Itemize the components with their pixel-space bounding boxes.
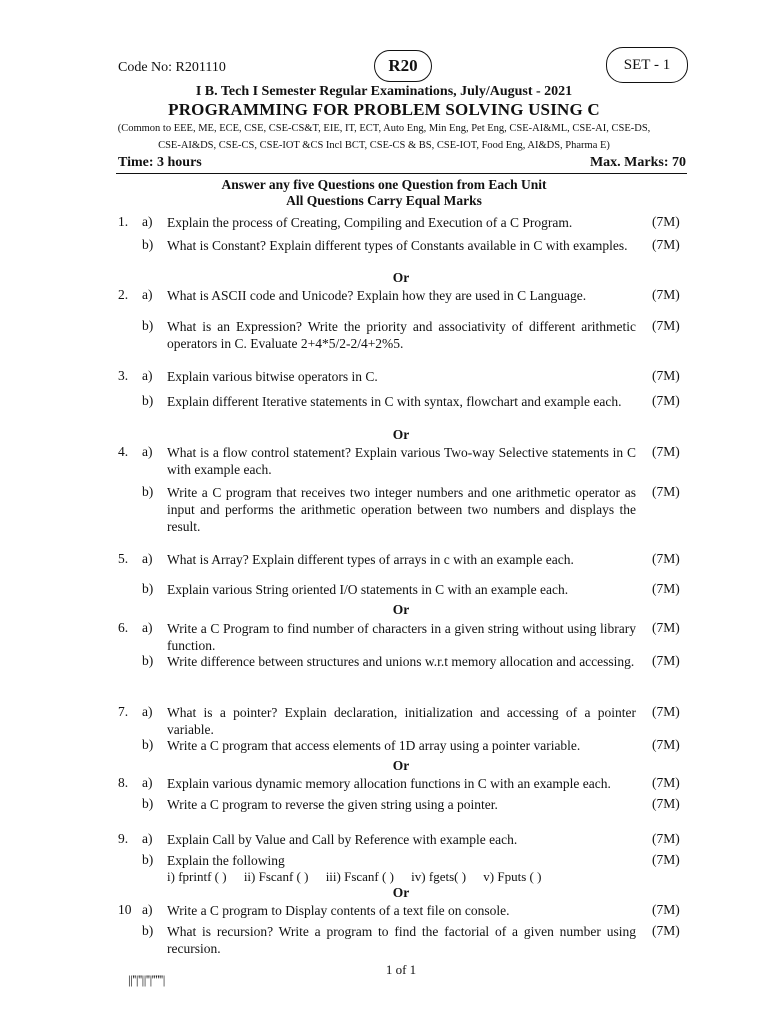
sub-options [167, 869, 555, 885]
marks-label: (7M) [652, 653, 680, 668]
marks-label: (7M) [652, 775, 680, 790]
marks-label: (7M) [652, 287, 680, 302]
question-text: What is a pointer? Explain declaration, initialization and accessing of a pointer variable. [167, 705, 636, 737]
marks-label: (7M) [652, 737, 680, 752]
marks-label: (7M) [652, 393, 680, 408]
regulation-badge: R20 [374, 50, 432, 82]
part-label: a) [142, 287, 153, 302]
question-text: Write difference between structures and unions w.r.t memory allocation and accessing. [167, 654, 635, 669]
barcode: ||''|''||''|''''''| [128, 972, 165, 987]
marks-label: (7M) [652, 484, 680, 499]
question-number: 1. [118, 214, 129, 229]
question-number: 3. [118, 368, 129, 383]
marks-label: (7M) [652, 796, 680, 811]
part-label: b) [142, 237, 154, 252]
or-separator: Or [392, 758, 410, 773]
marks-label: (7M) [652, 852, 680, 867]
marks-label: (7M) [652, 444, 680, 459]
part-label: b) [142, 393, 154, 408]
question-text: What is ASCII code and Unicode? Explain how they are used in C Language. [167, 288, 587, 303]
part-label: a) [142, 902, 153, 917]
question-text: Write a C Program to find number of characters in a given string without using library function. [167, 621, 636, 653]
question-text: Explain various String oriented I/O statements in C with an example each. [167, 582, 569, 597]
question-text: What is a flow control statement? Explain various Two-way Selective statements in C with example each. [167, 445, 636, 477]
sub-option: v) Fputs ( ) [483, 869, 542, 884]
sub-option: iv) fgets( ) [411, 869, 467, 884]
question-text: Explain various dynamic memory allocation functions in C with an example each. [167, 776, 611, 791]
part-label: a) [142, 831, 153, 846]
part-label: a) [142, 368, 153, 383]
header-divider [116, 173, 687, 174]
marks-label: (7M) [652, 902, 680, 917]
question-text: Explain the process of Creating, Compiling and Execution of a C Program. [167, 215, 573, 230]
sub-option: ii) Fscanf ( ) [243, 869, 309, 884]
marks-label: (7M) [652, 923, 680, 938]
instruction-line-1: Answer any five Questions one Question from Each Unit [221, 177, 547, 192]
page-number: 1 of 1 [385, 962, 417, 977]
part-label: b) [142, 653, 154, 668]
part-label: b) [142, 852, 154, 867]
marks-label: (7M) [652, 704, 680, 719]
part-label: a) [142, 704, 153, 719]
question-text: Write a C program that receives two integer numbers and one arithmetic operator as input and performs the arithmetic operation between two numbers and displays the result. [167, 485, 636, 534]
sub-option: iii) Fscanf ( ) [325, 869, 394, 884]
question-text: Explain Call by Value and Call by Reference with example each. [167, 832, 518, 847]
question-text: What is recursion? Write a program to find the factorial of a given number using recursion. [167, 924, 636, 956]
question-number: 9. [118, 831, 129, 846]
question-text: What is Constant? Explain different types of Constants available in C with examples. [167, 238, 628, 253]
or-separator: Or [392, 270, 410, 285]
part-label: b) [142, 581, 154, 596]
part-label: a) [142, 620, 153, 635]
marks-label: (7M) [652, 368, 680, 383]
subject-title: PROGRAMMING FOR PROBLEM SOLVING USING C [168, 100, 600, 119]
part-label: a) [142, 444, 153, 459]
marks-label: (7M) [652, 620, 680, 635]
question-text: What is an Expression? Write the priority and associativity of different arithmetic operators in C. Evaluate 2+4*5/2-2/4+2%5. [167, 319, 636, 351]
or-separator: Or [392, 602, 410, 617]
marks-label: (7M) [652, 214, 680, 229]
question-text: Write a C program to Display contents of a text file on console. [167, 903, 510, 918]
part-label: a) [142, 775, 153, 790]
question-text: Explain the following [167, 853, 285, 868]
question-text: Explain different Iterative statements in C with syntax, flowchart and example each. [167, 394, 622, 409]
marks-label: (7M) [652, 318, 680, 333]
exam-title: I B. Tech I Semester Regular Examinations, July/August - 2021 [195, 84, 573, 99]
question-number: 7. [118, 704, 129, 719]
question-text: Explain various bitwise operators in C. [167, 369, 378, 384]
part-label: b) [142, 318, 154, 333]
question-number: 8. [118, 775, 129, 790]
question-number: 10 [118, 902, 132, 917]
question-number: 6. [118, 620, 129, 635]
branches-line-1: (Common to EEE, ME, ECE, CSE, CSE-CS&T, EIE, IT, ECT, Auto Eng, Min Eng, Pet Eng, CSE-AI&ML, CSE-AI, CSE-DS, [117, 123, 651, 134]
question-number: 2. [118, 287, 129, 302]
question-number: 5. [118, 551, 129, 566]
part-label: b) [142, 484, 154, 499]
code-number: Code No: R201110 [118, 60, 226, 75]
or-separator: Or [392, 427, 410, 442]
marks-label: (7M) [652, 237, 680, 252]
part-label: b) [142, 923, 154, 938]
question-text: Write a C program that access elements of 1D array using a pointer variable. [167, 738, 581, 753]
question-number: 4. [118, 444, 129, 459]
time-label: Time: 3 hours [118, 155, 202, 170]
or-separator: Or [392, 885, 410, 900]
max-marks-label: Max. Marks: 70 [589, 155, 686, 170]
set-badge: SET - 1 [606, 47, 688, 83]
branches-line-2: CSE-AI&DS, CSE-CS, CSE-IOT &CS Incl BCT, CSE-CS & BS, CSE-IOT, Food Eng, AI&DS, Pharma E) [158, 140, 610, 151]
part-label: b) [142, 737, 154, 752]
sub-option: i) fprintf ( ) [167, 869, 227, 884]
marks-label: (7M) [652, 831, 680, 846]
part-label: b) [142, 796, 154, 811]
question-text: What is Array? Explain different types of arrays in c with an example each. [167, 552, 574, 567]
marks-label: (7M) [652, 551, 680, 566]
part-label: a) [142, 551, 153, 566]
question-text: Write a C program to reverse the given string using a pointer. [167, 797, 498, 812]
part-label: a) [142, 214, 153, 229]
marks-label: (7M) [652, 581, 680, 596]
instruction-line-2: All Questions Carry Equal Marks [286, 193, 482, 208]
